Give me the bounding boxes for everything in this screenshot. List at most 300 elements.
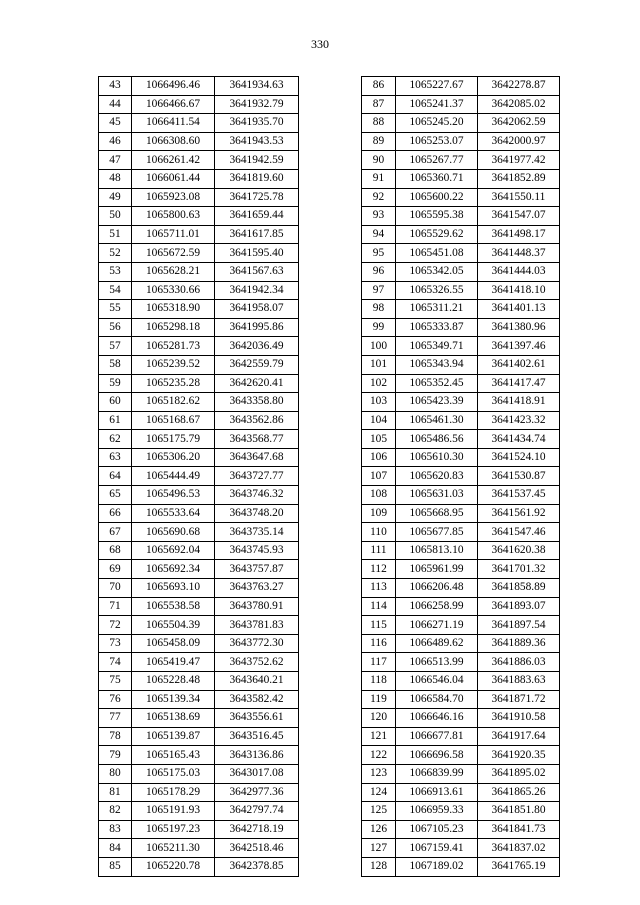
table-row <box>362 188 560 207</box>
point-number-cell: 86 <box>362 77 396 96</box>
table-row <box>362 616 560 635</box>
x-coordinate-cell: 1065529.62 <box>396 225 478 244</box>
x-coordinate-cell: 1067105.23 <box>396 820 478 839</box>
table-row <box>362 225 560 244</box>
y-coordinate-cell: 3643772.30 <box>215 634 299 653</box>
x-coordinate-cell: 1065343.94 <box>396 355 478 374</box>
y-coordinate-cell: 3641995.86 <box>215 318 299 337</box>
point-number-cell: 128 <box>362 857 396 876</box>
y-coordinate-cell: 3641886.03 <box>478 653 560 672</box>
table-row <box>99 560 311 579</box>
table-row <box>362 690 560 709</box>
y-coordinate-cell: 3641871.72 <box>478 690 560 709</box>
table-row <box>99 188 311 207</box>
table-row <box>362 448 560 467</box>
point-number-cell: 88 <box>362 114 396 133</box>
point-number-cell: 68 <box>99 541 132 560</box>
x-coordinate-cell: 1065693.10 <box>132 579 215 598</box>
table-row <box>99 411 311 430</box>
x-coordinate-cell: 1065458.09 <box>132 634 215 653</box>
y-coordinate-cell: 3641397.46 <box>478 337 560 356</box>
x-coordinate-cell: 1065228.48 <box>132 672 215 691</box>
spacer-cell <box>299 523 311 542</box>
point-number-cell: 102 <box>362 374 396 393</box>
table-row <box>362 281 560 300</box>
point-number-cell: 55 <box>99 300 132 319</box>
y-coordinate-cell: 3643358.80 <box>215 393 299 412</box>
table-row <box>362 746 560 765</box>
table-row <box>99 355 311 374</box>
y-coordinate-cell: 3641380.96 <box>478 318 560 337</box>
y-coordinate-cell: 3641418.10 <box>478 281 560 300</box>
point-number-cell: 96 <box>362 262 396 281</box>
point-number-cell: 72 <box>99 616 132 635</box>
spacer-cell <box>299 225 311 244</box>
x-coordinate-cell: 1065330.66 <box>132 281 215 300</box>
table-row <box>99 653 311 672</box>
spacer-cell <box>299 393 311 412</box>
x-coordinate-cell: 1065800.63 <box>132 207 215 226</box>
point-number-cell: 78 <box>99 727 132 746</box>
y-coordinate-cell: 3642000.97 <box>478 132 560 151</box>
coordinates-table-right <box>361 76 560 877</box>
point-number-cell: 50 <box>99 207 132 226</box>
point-number-cell: 108 <box>362 486 396 505</box>
spacer-cell <box>299 820 311 839</box>
x-coordinate-cell: 1066696.58 <box>396 746 478 765</box>
x-coordinate-cell: 1065677.85 <box>396 523 478 542</box>
x-coordinate-cell: 1065191.93 <box>132 802 215 821</box>
x-coordinate-cell: 1065311.21 <box>396 300 478 319</box>
spacer-cell <box>299 430 311 449</box>
point-number-cell: 125 <box>362 802 396 821</box>
x-coordinate-cell: 1067189.02 <box>396 857 478 876</box>
x-coordinate-cell: 1066489.62 <box>396 634 478 653</box>
table-row <box>99 300 311 319</box>
table-row <box>362 114 560 133</box>
spacer-cell <box>299 597 311 616</box>
x-coordinate-cell: 1065139.87 <box>132 727 215 746</box>
spacer-cell <box>299 262 311 281</box>
table-row <box>362 579 560 598</box>
spacer-cell <box>299 709 311 728</box>
x-coordinate-cell: 1065628.21 <box>132 262 215 281</box>
spacer-cell <box>299 207 311 226</box>
x-coordinate-cell: 1065306.20 <box>132 448 215 467</box>
point-number-cell: 106 <box>362 448 396 467</box>
point-number-cell: 115 <box>362 616 396 635</box>
spacer-cell <box>299 802 311 821</box>
table-row <box>99 616 311 635</box>
y-coordinate-cell: 3641837.02 <box>478 839 560 858</box>
y-coordinate-cell: 3641932.79 <box>215 95 299 114</box>
table-row <box>99 839 311 858</box>
point-number-cell: 91 <box>362 169 396 188</box>
table-row <box>99 207 311 226</box>
point-number-cell: 77 <box>99 709 132 728</box>
y-coordinate-cell: 3641934.63 <box>215 77 299 96</box>
x-coordinate-cell: 1066258.99 <box>396 597 478 616</box>
point-number-cell: 70 <box>99 579 132 598</box>
y-coordinate-cell: 3643748.20 <box>215 504 299 523</box>
point-number-cell: 123 <box>362 764 396 783</box>
y-coordinate-cell: 3642797.74 <box>215 802 299 821</box>
spacer-cell <box>299 653 311 672</box>
table-row <box>362 709 560 728</box>
table-row <box>99 727 311 746</box>
table-row <box>362 802 560 821</box>
y-coordinate-cell: 3641561.92 <box>478 504 560 523</box>
spacer-cell <box>299 579 311 598</box>
spacer-cell <box>299 857 311 876</box>
table-row <box>362 169 560 188</box>
x-coordinate-cell: 1066839.99 <box>396 764 478 783</box>
point-number-cell: 46 <box>99 132 132 151</box>
x-coordinate-cell: 1065672.59 <box>132 244 215 263</box>
table-row <box>99 77 311 96</box>
spacer-cell <box>299 783 311 802</box>
point-number-cell: 51 <box>99 225 132 244</box>
table-row <box>362 411 560 430</box>
table-row <box>99 672 311 691</box>
spacer-cell <box>299 244 311 263</box>
table-row <box>99 151 311 170</box>
y-coordinate-cell: 3643780.91 <box>215 597 299 616</box>
y-coordinate-cell: 3643640.21 <box>215 672 299 691</box>
point-number-cell: 65 <box>99 486 132 505</box>
x-coordinate-cell: 1065444.49 <box>132 467 215 486</box>
point-number-cell: 95 <box>362 244 396 263</box>
x-coordinate-cell: 1065690.68 <box>132 523 215 542</box>
point-number-cell: 99 <box>362 318 396 337</box>
point-number-cell: 48 <box>99 169 132 188</box>
y-coordinate-cell: 3641765.19 <box>478 857 560 876</box>
table-row <box>99 783 311 802</box>
x-coordinate-cell: 1066261.42 <box>132 151 215 170</box>
x-coordinate-cell: 1065197.23 <box>132 820 215 839</box>
point-number-cell: 105 <box>362 430 396 449</box>
table-row <box>362 374 560 393</box>
x-coordinate-cell: 1065620.83 <box>396 467 478 486</box>
x-coordinate-cell: 1065600.22 <box>396 188 478 207</box>
table-row <box>99 262 311 281</box>
table-row <box>362 132 560 151</box>
point-number-cell: 118 <box>362 672 396 691</box>
point-number-cell: 126 <box>362 820 396 839</box>
y-coordinate-cell: 3641977.42 <box>478 151 560 170</box>
spacer-cell <box>299 411 311 430</box>
y-coordinate-cell: 3641917.64 <box>478 727 560 746</box>
point-number-cell: 56 <box>99 318 132 337</box>
y-coordinate-cell: 3641910.58 <box>478 709 560 728</box>
y-coordinate-cell: 3641401.13 <box>478 300 560 319</box>
table-row <box>99 95 311 114</box>
point-number-cell: 57 <box>99 337 132 356</box>
table-row <box>99 225 311 244</box>
table-row <box>362 839 560 858</box>
point-number-cell: 119 <box>362 690 396 709</box>
y-coordinate-cell: 3641595.40 <box>215 244 299 263</box>
table-row <box>99 393 311 412</box>
point-number-cell: 73 <box>99 634 132 653</box>
point-number-cell: 97 <box>362 281 396 300</box>
spacer-cell <box>299 114 311 133</box>
table-row <box>99 448 311 467</box>
point-number-cell: 79 <box>99 746 132 765</box>
x-coordinate-cell: 1065211.30 <box>132 839 215 858</box>
point-number-cell: 61 <box>99 411 132 430</box>
y-coordinate-cell: 3641434.74 <box>478 430 560 449</box>
coordinates-table-left <box>98 76 311 877</box>
y-coordinate-cell: 3641659.44 <box>215 207 299 226</box>
y-coordinate-cell: 3641524.10 <box>478 448 560 467</box>
x-coordinate-cell: 1065227.67 <box>396 77 478 96</box>
x-coordinate-cell: 1066584.70 <box>396 690 478 709</box>
x-coordinate-cell: 1066677.81 <box>396 727 478 746</box>
x-coordinate-cell: 1065352.45 <box>396 374 478 393</box>
x-coordinate-cell: 1065318.90 <box>132 300 215 319</box>
point-number-cell: 112 <box>362 560 396 579</box>
y-coordinate-cell: 3641567.63 <box>215 262 299 281</box>
spacer-cell <box>299 151 311 170</box>
y-coordinate-cell: 3643781.83 <box>215 616 299 635</box>
table-row <box>99 709 311 728</box>
table-row <box>99 541 311 560</box>
spacer-cell <box>299 300 311 319</box>
y-coordinate-cell: 3643727.77 <box>215 467 299 486</box>
table-row <box>99 244 311 263</box>
x-coordinate-cell: 1065326.55 <box>396 281 478 300</box>
y-coordinate-cell: 3641620.38 <box>478 541 560 560</box>
y-coordinate-cell: 3641701.32 <box>478 560 560 579</box>
point-number-cell: 127 <box>362 839 396 858</box>
y-coordinate-cell: 3642085.02 <box>478 95 560 114</box>
x-coordinate-cell: 1065451.08 <box>396 244 478 263</box>
y-coordinate-cell: 3641942.59 <box>215 151 299 170</box>
y-coordinate-cell: 3641423.32 <box>478 411 560 430</box>
x-coordinate-cell: 1065692.34 <box>132 560 215 579</box>
point-number-cell: 67 <box>99 523 132 542</box>
y-coordinate-cell: 3643556.61 <box>215 709 299 728</box>
y-coordinate-cell: 3641547.07 <box>478 207 560 226</box>
spacer-cell <box>299 318 311 337</box>
y-coordinate-cell: 3641417.47 <box>478 374 560 393</box>
x-coordinate-cell: 1066646.16 <box>396 709 478 728</box>
x-coordinate-cell: 1065923.08 <box>132 188 215 207</box>
x-coordinate-cell: 1065342.05 <box>396 262 478 281</box>
y-coordinate-cell: 3643568.77 <box>215 430 299 449</box>
table-row <box>362 467 560 486</box>
table-row <box>362 393 560 412</box>
x-coordinate-cell: 1065138.69 <box>132 709 215 728</box>
table-row <box>362 318 560 337</box>
point-number-cell: 76 <box>99 690 132 709</box>
y-coordinate-cell: 3642062.59 <box>478 114 560 133</box>
spacer-cell <box>299 839 311 858</box>
point-number-cell: 75 <box>99 672 132 691</box>
table-row <box>362 727 560 746</box>
spacer-cell <box>299 355 311 374</box>
x-coordinate-cell: 1066411.54 <box>132 114 215 133</box>
x-coordinate-cell: 1066206.48 <box>396 579 478 598</box>
table-row <box>99 579 311 598</box>
y-coordinate-cell: 3643647.68 <box>215 448 299 467</box>
point-number-cell: 59 <box>99 374 132 393</box>
point-number-cell: 110 <box>362 523 396 542</box>
point-number-cell: 45 <box>99 114 132 133</box>
table-row <box>99 281 311 300</box>
x-coordinate-cell: 1065139.34 <box>132 690 215 709</box>
point-number-cell: 62 <box>99 430 132 449</box>
x-coordinate-cell: 1065267.77 <box>396 151 478 170</box>
y-coordinate-cell: 3643745.93 <box>215 541 299 560</box>
y-coordinate-cell: 3643746.32 <box>215 486 299 505</box>
x-coordinate-cell: 1065419.47 <box>132 653 215 672</box>
x-coordinate-cell: 1065298.18 <box>132 318 215 337</box>
spacer-cell <box>299 690 311 709</box>
point-number-cell: 43 <box>99 77 132 96</box>
x-coordinate-cell: 1065168.67 <box>132 411 215 430</box>
x-coordinate-cell: 1065182.62 <box>132 393 215 412</box>
spacer-cell <box>299 616 311 635</box>
table-row <box>99 337 311 356</box>
point-number-cell: 84 <box>99 839 132 858</box>
spacer-cell <box>299 672 311 691</box>
table-row <box>99 634 311 653</box>
spacer-cell <box>299 541 311 560</box>
y-coordinate-cell: 3641547.46 <box>478 523 560 542</box>
table-row <box>362 523 560 542</box>
y-coordinate-cell: 3641852.89 <box>478 169 560 188</box>
point-number-cell: 81 <box>99 783 132 802</box>
y-coordinate-cell: 3641935.70 <box>215 114 299 133</box>
y-coordinate-cell: 3642718.19 <box>215 820 299 839</box>
point-number-cell: 87 <box>362 95 396 114</box>
y-coordinate-cell: 3641897.54 <box>478 616 560 635</box>
table-row <box>362 151 560 170</box>
point-number-cell: 64 <box>99 467 132 486</box>
x-coordinate-cell: 1066959.33 <box>396 802 478 821</box>
point-number-cell: 69 <box>99 560 132 579</box>
y-coordinate-cell: 3641889.36 <box>478 634 560 653</box>
table-row <box>362 653 560 672</box>
point-number-cell: 117 <box>362 653 396 672</box>
point-number-cell: 100 <box>362 337 396 356</box>
table-row <box>362 820 560 839</box>
y-coordinate-cell: 3641895.02 <box>478 764 560 783</box>
table-row <box>362 541 560 560</box>
point-number-cell: 82 <box>99 802 132 821</box>
x-coordinate-cell: 1065281.73 <box>132 337 215 356</box>
point-number-cell: 89 <box>362 132 396 151</box>
spacer-cell <box>299 188 311 207</box>
table-row <box>99 820 311 839</box>
y-coordinate-cell: 3641883.63 <box>478 672 560 691</box>
point-number-cell: 90 <box>362 151 396 170</box>
table-row <box>362 597 560 616</box>
y-coordinate-cell: 3641550.11 <box>478 188 560 207</box>
point-number-cell: 101 <box>362 355 396 374</box>
y-coordinate-cell: 3643017.08 <box>215 764 299 783</box>
point-number-cell: 93 <box>362 207 396 226</box>
table-row <box>362 560 560 579</box>
table-row <box>99 169 311 188</box>
table-row <box>362 764 560 783</box>
point-number-cell: 52 <box>99 244 132 263</box>
point-number-cell: 120 <box>362 709 396 728</box>
point-number-cell: 122 <box>362 746 396 765</box>
table-row <box>362 672 560 691</box>
spacer-cell <box>299 169 311 188</box>
y-coordinate-cell: 3641851.80 <box>478 802 560 821</box>
y-coordinate-cell: 3643763.27 <box>215 579 299 598</box>
y-coordinate-cell: 3642620.41 <box>215 374 299 393</box>
y-coordinate-cell: 3641893.07 <box>478 597 560 616</box>
x-coordinate-cell: 1066496.46 <box>132 77 215 96</box>
point-number-cell: 47 <box>99 151 132 170</box>
y-coordinate-cell: 3642518.46 <box>215 839 299 858</box>
table-row <box>362 430 560 449</box>
y-coordinate-cell: 3641448.37 <box>478 244 560 263</box>
spacer-cell <box>299 746 311 765</box>
table-row <box>99 746 311 765</box>
point-number-cell: 114 <box>362 597 396 616</box>
y-coordinate-cell: 3643735.14 <box>215 523 299 542</box>
point-number-cell: 104 <box>362 411 396 430</box>
point-number-cell: 80 <box>99 764 132 783</box>
x-coordinate-cell: 1065165.43 <box>132 746 215 765</box>
x-coordinate-cell: 1065813.10 <box>396 541 478 560</box>
table-row <box>99 430 311 449</box>
x-coordinate-cell: 1066308.60 <box>132 132 215 151</box>
spacer-cell <box>299 486 311 505</box>
table-row <box>362 300 560 319</box>
table-row <box>99 486 311 505</box>
point-number-cell: 54 <box>99 281 132 300</box>
point-number-cell: 49 <box>99 188 132 207</box>
x-coordinate-cell: 1065253.07 <box>396 132 478 151</box>
table-row <box>362 504 560 523</box>
point-number-cell: 103 <box>362 393 396 412</box>
spacer-cell <box>299 504 311 523</box>
point-number-cell: 121 <box>362 727 396 746</box>
table-row <box>99 318 311 337</box>
y-coordinate-cell: 3641530.87 <box>478 467 560 486</box>
x-coordinate-cell: 1065533.64 <box>132 504 215 523</box>
point-number-cell: 53 <box>99 262 132 281</box>
y-coordinate-cell: 3641725.78 <box>215 188 299 207</box>
page-number: 330 <box>311 37 329 51</box>
y-coordinate-cell: 3641418.91 <box>478 393 560 412</box>
point-number-cell: 44 <box>99 95 132 114</box>
y-coordinate-cell: 3643516.45 <box>215 727 299 746</box>
y-coordinate-cell: 3643757.87 <box>215 560 299 579</box>
y-coordinate-cell: 3641942.34 <box>215 281 299 300</box>
x-coordinate-cell: 1065241.37 <box>396 95 478 114</box>
point-number-cell: 60 <box>99 393 132 412</box>
point-number-cell: 63 <box>99 448 132 467</box>
point-number-cell: 58 <box>99 355 132 374</box>
point-number-cell: 111 <box>362 541 396 560</box>
point-number-cell: 85 <box>99 857 132 876</box>
x-coordinate-cell: 1067159.41 <box>396 839 478 858</box>
point-number-cell: 74 <box>99 653 132 672</box>
spacer-cell <box>299 374 311 393</box>
x-coordinate-cell: 1065631.03 <box>396 486 478 505</box>
point-number-cell: 113 <box>362 579 396 598</box>
y-coordinate-cell: 3641402.61 <box>478 355 560 374</box>
table-row <box>362 244 560 263</box>
